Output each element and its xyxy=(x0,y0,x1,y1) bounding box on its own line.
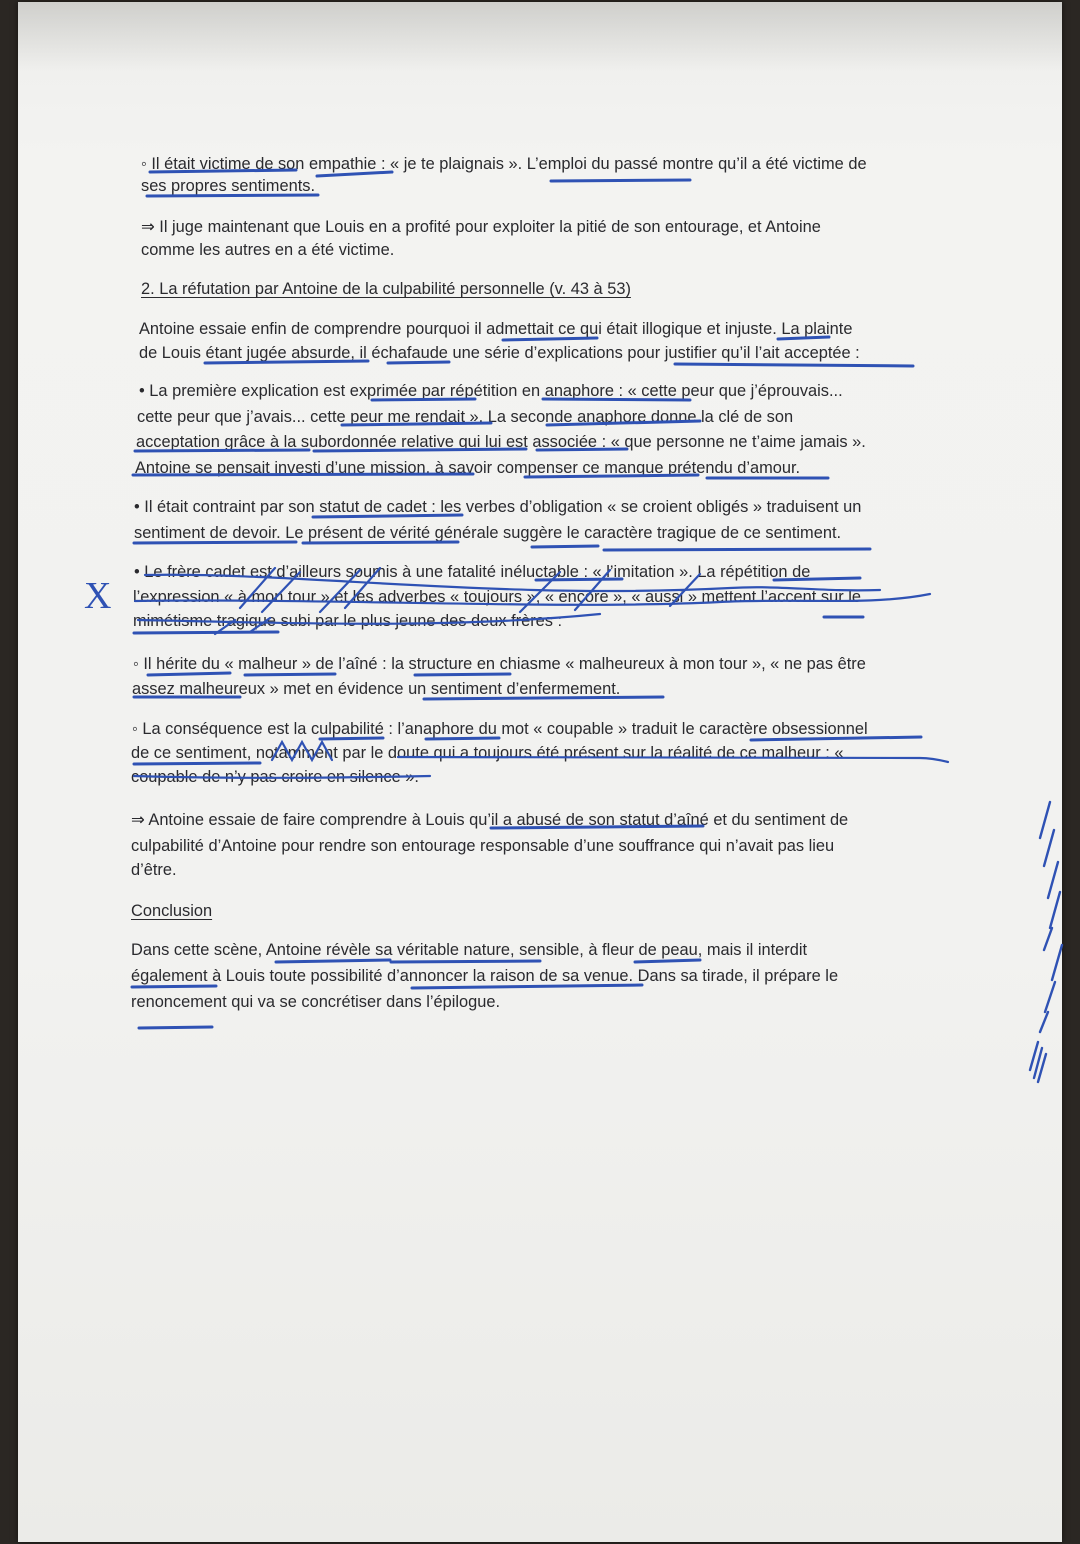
para6-line3: mimétisme tragique subi par le plus jeune des deux frères : xyxy=(133,612,563,630)
para4-line4: Antoine se pensait investi d’une mission, à savoir compenser ce manque prétendu d’amour. xyxy=(135,459,801,477)
ink-underline xyxy=(314,449,526,451)
ink-underline xyxy=(536,579,622,580)
para4-line3: acceptation grâce à la subordonnée relative qui lui est associée : « que personne ne t’aime jamais ». xyxy=(136,433,866,451)
conclusion-line2: également à Louis toute possibilité d’annoncer la raison de sa venue. Dans sa tirade, il prépare le xyxy=(131,967,839,985)
para5-line1: • Il était contraint par son statut de cadet : les verbes d’obligation « se croient obligés » traduisent un xyxy=(134,498,862,516)
para1-line1: ◦ Il était victime de son empathie : « je te plaignais ». L’emploi du passé montre qu’il a été victime de xyxy=(141,155,867,173)
ink-underline xyxy=(391,961,540,962)
ink-scribble xyxy=(272,742,332,760)
conclusion-line3: renoncement qui va se concrétiser dans l’épilogue. xyxy=(131,993,501,1011)
para9-line2: culpabilité d’Antoine pour rendre son entourage responsable d’une souffrance qui n’avait pas lieu xyxy=(131,837,835,855)
ink-underline xyxy=(132,986,216,987)
ink-underline xyxy=(537,449,627,450)
para6-line1: • Le frère cadet est d’ailleurs soumis à une fatalité inéluctable : « l’imitation ». La répétition de xyxy=(134,563,811,581)
ink-underline xyxy=(135,450,309,451)
ink-underline xyxy=(774,578,860,580)
para6-line2: l’expression « à mon tour » et les adverbes « toujours », « encore », « aussi » mettent l’accent sur le xyxy=(133,588,861,606)
ink-underline xyxy=(150,170,296,172)
ink-strikethrough xyxy=(398,757,948,762)
para8-line1: ◦ La conséquence est la culpabilité : l’anaphore du mot « coupable » traduit le caractère obsessionnel xyxy=(132,720,868,738)
para2-line1: ⇒ Il juge maintenant que Louis en a profité pour exploiter la pitié de son entourage, et Antoine xyxy=(141,218,821,236)
para5-line2: sentiment de devoir. Le présent de vérité générale suggère le caractère tragique de ce sentiment. xyxy=(134,524,842,542)
ink-underline xyxy=(147,195,318,196)
margin-tally-marks xyxy=(1030,802,1062,1082)
ink-underline xyxy=(751,737,921,740)
ink-underline xyxy=(547,421,700,425)
ink-underline xyxy=(313,515,462,517)
ink-underline xyxy=(317,172,392,176)
ink-underline xyxy=(604,549,870,550)
conclusion-line1: Dans cette scène, Antoine révèle sa véritable nature, sensible, à fleur de peau, mais il interdit xyxy=(131,941,808,959)
para8-line3: coupable de n’y pas croire en silence ». xyxy=(131,768,419,786)
ink-underline xyxy=(525,475,698,477)
ink-underline xyxy=(303,542,458,543)
ink-underline xyxy=(675,364,913,366)
ink-underline xyxy=(134,542,296,543)
ink-underline xyxy=(412,985,642,988)
ink-underline xyxy=(388,362,449,363)
margin-x-mark: X xyxy=(84,575,112,617)
ink-underline xyxy=(543,399,690,400)
ink-underline xyxy=(133,474,473,475)
ink-underline xyxy=(372,399,475,400)
ink-underline xyxy=(205,361,368,363)
ink-underline xyxy=(635,960,700,962)
para3-line2: de Louis étant jugée absurde, il échafaude une série d’explications pour justifier qu’il l’ait acceptée : xyxy=(139,344,860,362)
ink-underline xyxy=(342,423,491,425)
para9-line3: d’être. xyxy=(131,861,177,879)
ink-underline xyxy=(320,738,383,739)
ink-strikethrough xyxy=(138,614,600,624)
ink-underline xyxy=(551,180,690,181)
ink-underline xyxy=(276,960,390,962)
ink-underline xyxy=(778,337,829,339)
ink-underline xyxy=(134,763,260,764)
ink-underline xyxy=(148,673,230,675)
ink-underline xyxy=(426,738,499,739)
para8-line2: de ce sentiment, notamment par le doute qui a toujours été présent sur la réalité de ce malheur : « xyxy=(131,744,844,762)
para3-line1: Antoine essaie enfin de comprendre pourquoi il admettait ce qui était illogique et injuste. La plainte xyxy=(139,320,853,338)
ink-underline xyxy=(134,632,278,633)
ink-strikethrough xyxy=(134,776,430,778)
para7-line1: ◦ Il hérite du « malheur » de l’aîné : la structure en chiasme « malheureux à mon tour », « ne pas être xyxy=(133,655,866,673)
para4-line2: cette peur que j’avais... cette peur me rendait ». La seconde anaphore donne la clé de son xyxy=(137,408,794,426)
ink-underline xyxy=(532,546,598,547)
ink-underline xyxy=(139,1027,212,1028)
conclusion-heading: Conclusion xyxy=(131,902,213,920)
ink-underline xyxy=(415,674,510,675)
ink-underline xyxy=(491,826,703,828)
ink-underline xyxy=(424,697,663,699)
ink-underline xyxy=(503,338,597,340)
para7-line2: assez malheureux » met en évidence un sentiment d’enfermement. xyxy=(132,680,621,698)
ink-strikethrough xyxy=(145,575,880,591)
para4-line1: • La première explication est exprimée par répétition en anaphore : « cette peur que j’éprouvais... xyxy=(139,382,843,400)
para2-line2: comme les autres en a été victime. xyxy=(141,241,395,259)
section2-heading: 2. La réfutation par Antoine de la culpabilité personnelle (v. 43 à 53) xyxy=(141,280,631,298)
para9-line1: ⇒ Antoine essaie de faire comprendre à Louis qu’il a abusé de son statut d’aîné et du sentiment de xyxy=(131,811,849,829)
ink-underline xyxy=(245,674,335,675)
para1-line2: ses propres sentiments. xyxy=(141,177,315,195)
